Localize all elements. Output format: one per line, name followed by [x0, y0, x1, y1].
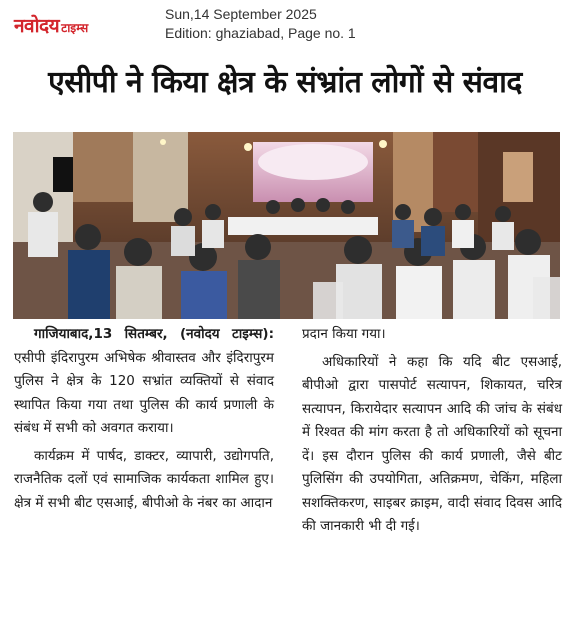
- dateline: गाजियाबाद,13 सितम्बर, (नवोदय टाइम्स):: [34, 326, 274, 342]
- article-headline: एसीपी ने किया क्षेत्र के संभ्रांत लोगों से संवाद: [48, 65, 522, 100]
- edition-info: Edition: ghaziabad, Page no. 1: [165, 25, 356, 41]
- paragraph-1-text: एसीपी इंदिरापुरम अभिषेक श्रीवास्तव और इंदिरापुरम पुलिस ने क्षेत्र के 120 सभ्रांत व्यक्तियों से संवाद स्थापित किया गया तथा पुलिस की कार्य प्रणाली के संबंध में सभी को अवगत कराया।: [14, 349, 274, 436]
- logo-main-text: नवोदय: [14, 15, 60, 37]
- issue-date: Sun,14 September 2025: [165, 6, 317, 22]
- article-paragraph-continued: प्रदान किया गया।: [302, 326, 386, 342]
- edition-meta: [165, 5, 356, 43]
- logo-sub-text: टाइम्स: [61, 21, 89, 35]
- masthead: [14, 10, 88, 40]
- newspaper-logo[interactable]: [14, 12, 88, 38]
- photo-illustration: [13, 132, 560, 319]
- meeting-photo: [13, 132, 560, 319]
- article-paragraph: [14, 323, 274, 441]
- article-paragraph: अधिकारियों ने कहा कि यदि बीट एसआई, बीपीओ द्वारा पासपोर्ट सत्यापन, शिकायत, चरित्र सत्यापन, किरायेदार सत्यापन आदि की जांच के संबंध में रिश्वत की मांग करता है तो अधिकारियों को सूचना दें। इस दौरान पुलिस की कार्य प्रणाली, जैसे बीट पुलिसिंग की उपयोगिता, अतिक्रमण, चेकिंग, महिला सशक्तिकरण, साइबर क्राइम, वादी संवाद दिवस आदि की जानकारी भी दी गई।: [302, 353, 562, 534]
- article-paragraph: कार्यक्रम में पार्षद, डाक्टर, व्यापारी, उद्योगपति, राजनैतिक दलों एवं सामाजिक कार्यकता शामिल हुए। क्षेत्र में सभी बीट एसआई, बीपीओ के नंबर का आदान: [14, 447, 274, 511]
- article-column-left: [14, 323, 274, 519]
- article-column-right: [302, 323, 562, 543]
